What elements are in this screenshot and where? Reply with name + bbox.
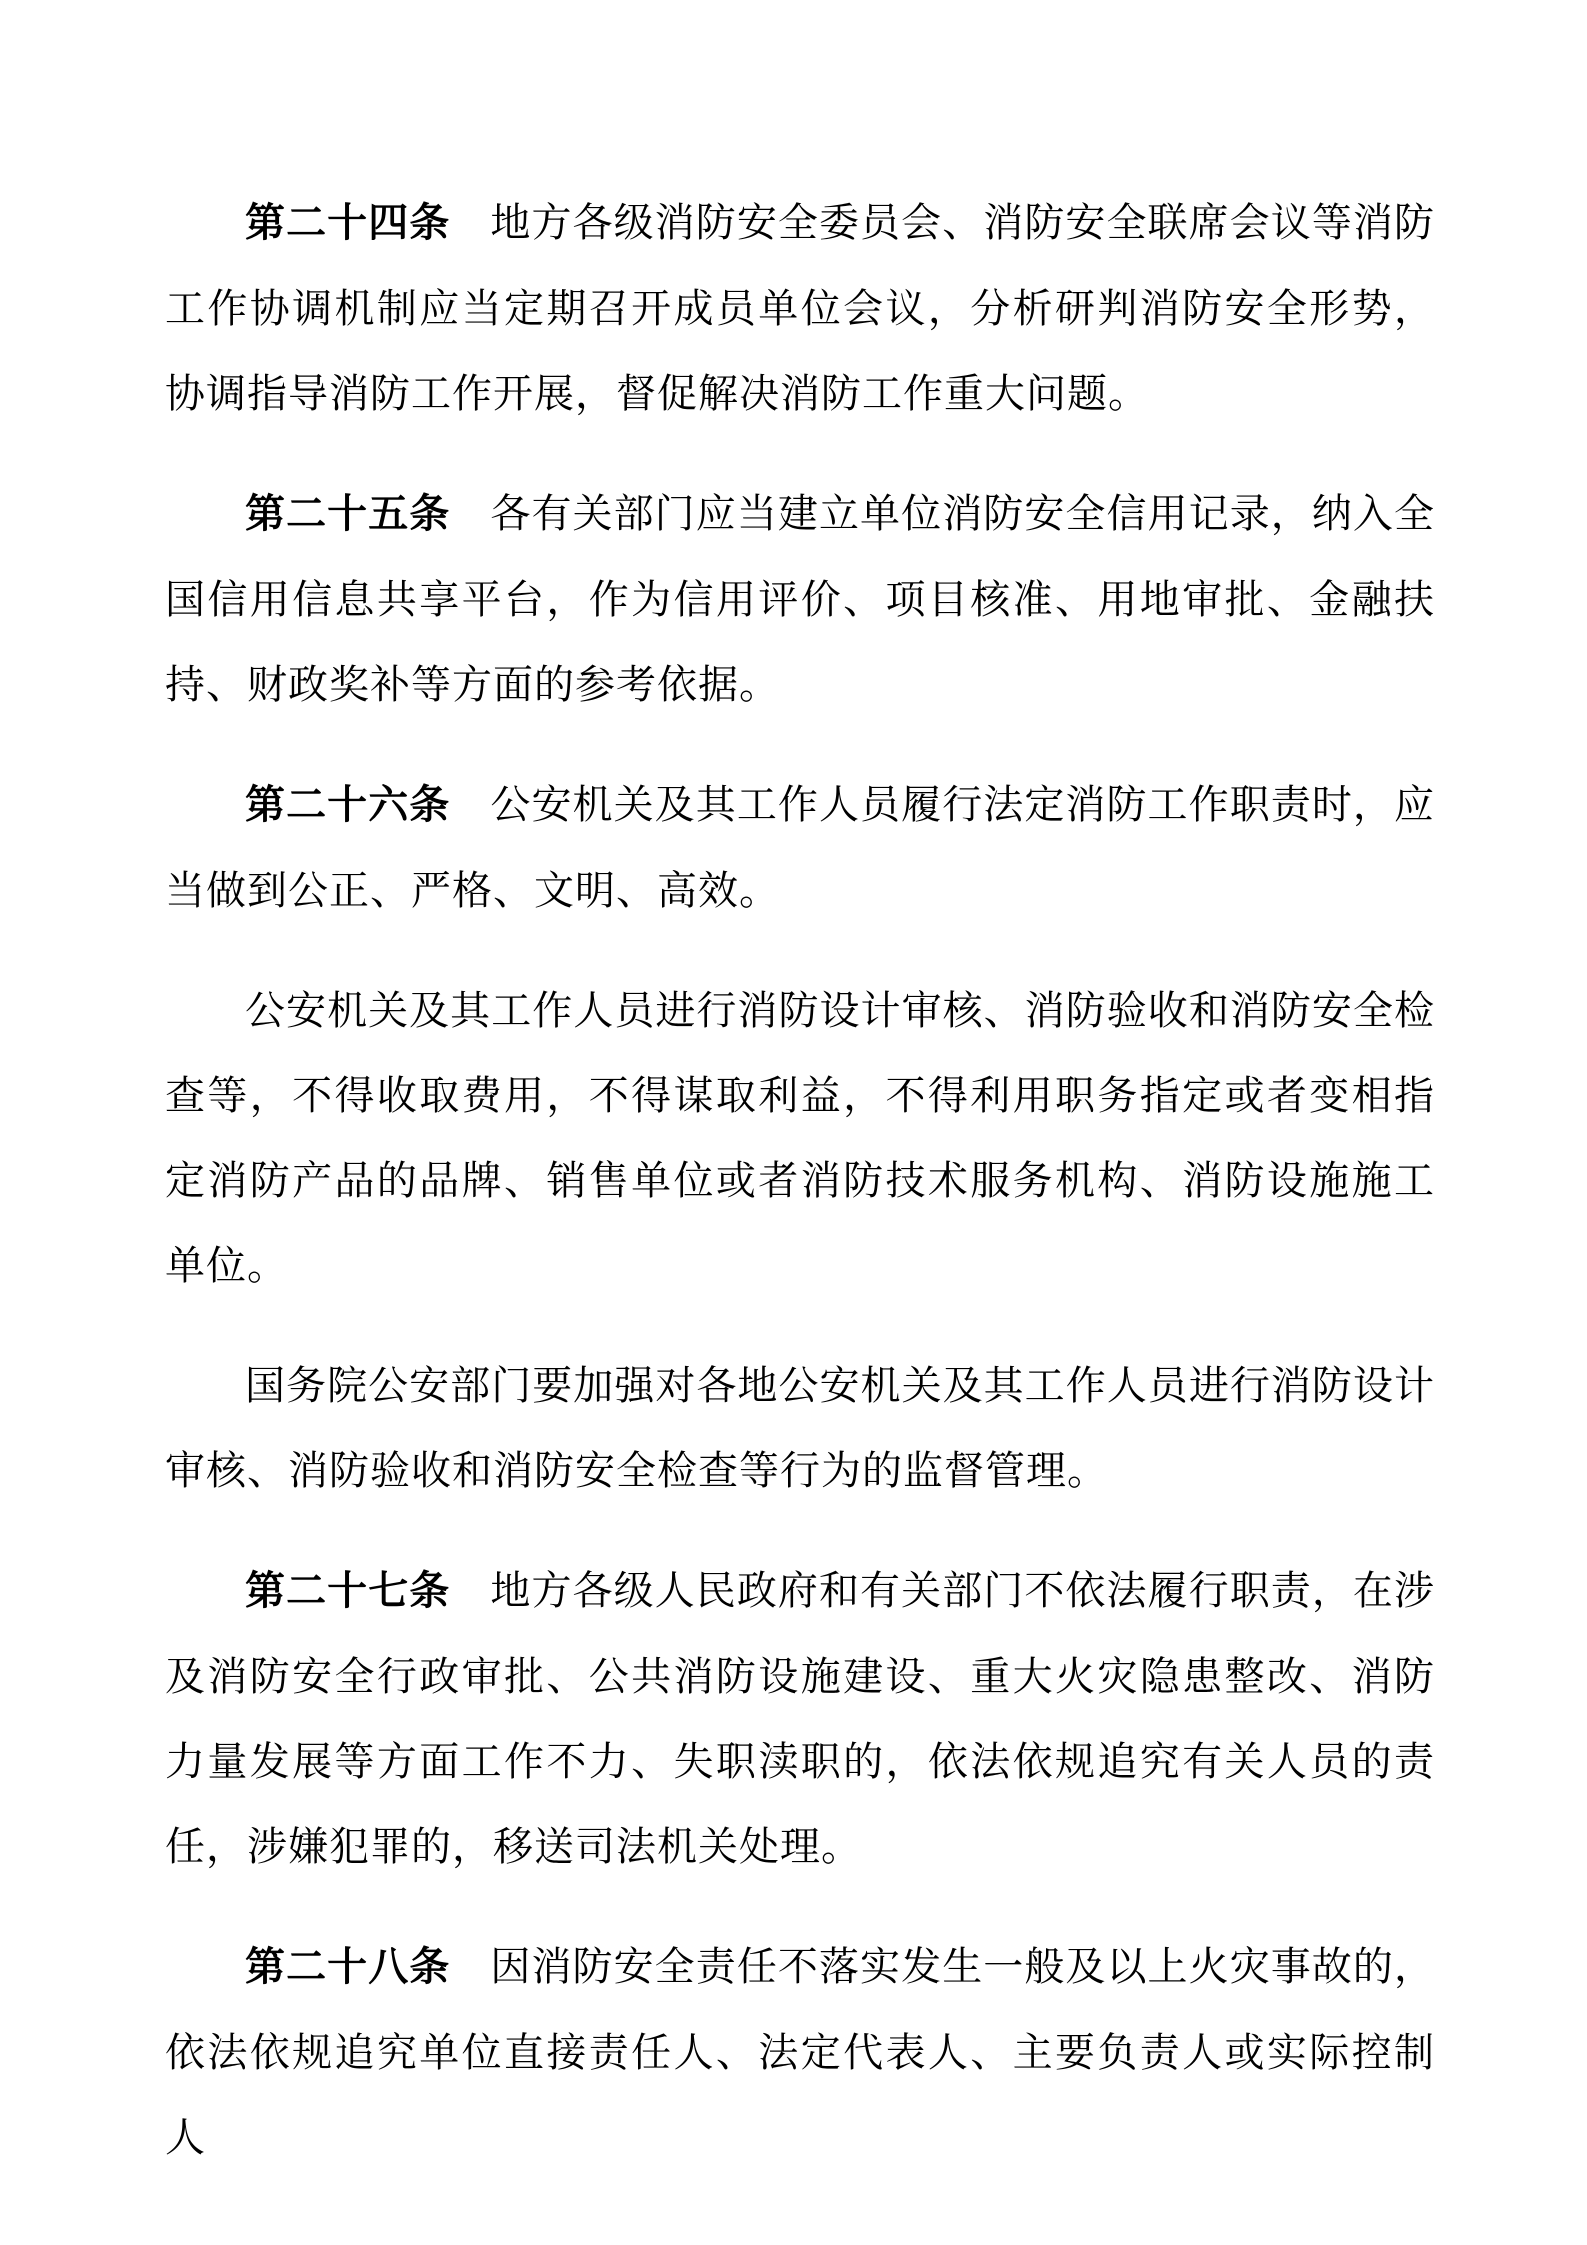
article-24-number: 第二十四条 xyxy=(245,201,451,245)
paragraph-article-25 xyxy=(165,471,1435,727)
article-27-text: 地方各级人民政府和有关部门不依法履行职责，在涉及消防安全行政审批、公共消防设施建设、重大火灾隐患整改、消防力量发展等方面工作不力、失职渎职的，依法依规追究有关人员的责任，涉嫌犯罪的，移送司法机关处理。 xyxy=(165,1568,1436,1869)
paragraph-article-26-clause-3 xyxy=(165,1343,1435,1513)
article-24-text: 地方各级消防安全委员会、消防安全联席会议等消防工作协调机制应当定期召开成员单位会议，分析研判消防安全形势，协调指导消防工作开展，督促解决消防工作重大问题。 xyxy=(165,200,1436,416)
article-27-number: 第二十七条 xyxy=(245,1569,451,1613)
article-26-number: 第二十六条 xyxy=(245,783,451,827)
paragraph-article-26-clause-2 xyxy=(165,968,1435,1308)
paragraph-article-27 xyxy=(165,1548,1435,1889)
article-25-number: 第二十五条 xyxy=(245,492,451,536)
paragraph-article-26 xyxy=(165,762,1435,933)
article-28-number: 第二十八条 xyxy=(245,1945,451,1989)
paragraph-article-24 xyxy=(165,180,1435,436)
article-26-clause-3-text: 国务院公安部门要加强对各地公安机关及其工作人员进行消防设计审核、消防验收和消防安全检查等行为的监督管理。 xyxy=(165,1363,1435,1493)
article-28-text: 因消防安全责任不落实发生一般及以上火灾事故的，依法依规追究单位直接责任人、法定代表人、主要负责人或实际控制人 xyxy=(165,1944,1436,2160)
article-25-text: 各有关部门应当建立单位消防安全信用记录，纳入全国信用信息共享平台，作为信用评价、项目核准、用地审批、金融扶持、财政奖补等方面的参考依据。 xyxy=(165,491,1436,707)
article-26-clause-2-text: 公安机关及其工作人员进行消防设计审核、消防验收和消防安全检查等，不得收取费用，不得谋取利益，不得利用职务指定或者变相指定消防产品的品牌、销售单位或者消防技术服务机构、消防设施施工单位。 xyxy=(165,988,1435,1288)
paragraph-article-28 xyxy=(165,1924,1435,2180)
article-26-text: 公安机关及其工作人员履行法定消防工作职责时，应当做到公正、严格、文明、高效。 xyxy=(165,782,1436,913)
